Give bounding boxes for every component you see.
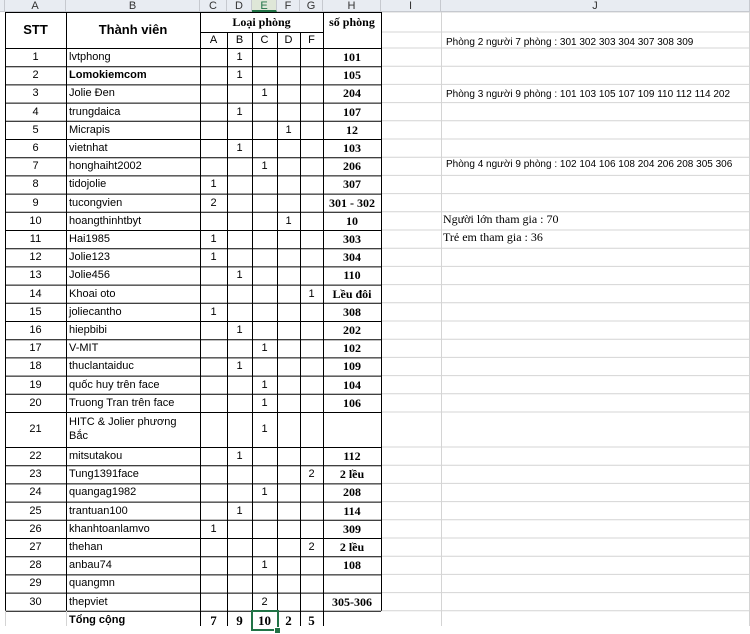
- row-count-A[interactable]: [200, 103, 227, 121]
- row-count-D[interactable]: [277, 376, 300, 394]
- row-count-A[interactable]: [200, 394, 227, 412]
- row-count-D[interactable]: [277, 103, 300, 121]
- row-count-A[interactable]: [200, 266, 227, 284]
- row-stt[interactable]: 15: [29, 305, 42, 318]
- row-count-B[interactable]: [227, 574, 252, 592]
- row-stt[interactable]: 25: [29, 504, 42, 517]
- row-stt[interactable]: 9: [32, 196, 39, 209]
- row-member[interactable]: Jolie123: [69, 251, 110, 264]
- row-count-A[interactable]: [200, 556, 227, 574]
- row-member[interactable]: honghaiht2002: [69, 160, 142, 173]
- row-count-B[interactable]: [227, 412, 252, 447]
- row-count-C[interactable]: 1: [261, 486, 268, 499]
- row-count-A[interactable]: [200, 593, 227, 611]
- row-count-B[interactable]: [227, 465, 252, 483]
- row-count-B[interactable]: 1: [236, 142, 243, 154]
- row-count-D[interactable]: [277, 394, 300, 412]
- row-stt[interactable]: 13: [29, 269, 42, 282]
- row-count-B[interactable]: [227, 248, 252, 266]
- column-header-A[interactable]: A: [5, 0, 66, 12]
- row-count-F[interactable]: [300, 84, 323, 102]
- row-count-D[interactable]: [277, 357, 300, 375]
- row-stt[interactable]: 18: [29, 360, 42, 373]
- row-count-F[interactable]: [300, 412, 323, 447]
- row-stt[interactable]: 23: [29, 468, 42, 481]
- row-count-F[interactable]: [300, 593, 323, 611]
- row-count-A[interactable]: [200, 339, 227, 357]
- column-header-J[interactable]: J: [441, 0, 750, 12]
- row-count-C[interactable]: [252, 538, 277, 556]
- note-room-2[interactable]: Phòng 2 người 7 phòng : 301 302 303 304 307 308 309: [446, 37, 694, 48]
- row-count-A[interactable]: 1: [210, 522, 217, 535]
- row-member[interactable]: hiepbibi: [69, 324, 107, 336]
- row-count-F[interactable]: 2: [308, 468, 315, 481]
- row-count-B[interactable]: [227, 376, 252, 394]
- row-count-C[interactable]: [252, 266, 277, 284]
- total-F[interactable]: 5: [308, 612, 315, 628]
- row-room-number[interactable]: 108: [343, 558, 361, 573]
- total-A[interactable]: 7: [210, 612, 217, 628]
- row-count-A[interactable]: [200, 502, 227, 520]
- row-count-B[interactable]: [227, 339, 252, 357]
- row-member[interactable]: tidojolie: [69, 178, 107, 191]
- row-stt[interactable]: 29: [29, 577, 42, 590]
- row-count-F[interactable]: [300, 212, 323, 230]
- row-count-C[interactable]: [252, 357, 277, 375]
- row-count-D[interactable]: [277, 66, 300, 84]
- header-room-sub-F[interactable]: F: [308, 34, 315, 46]
- row-stt[interactable]: 6: [32, 142, 39, 154]
- row-count-D[interactable]: [277, 48, 300, 66]
- row-count-F[interactable]: [300, 103, 323, 121]
- row-count-C[interactable]: [252, 248, 277, 266]
- row-room-number[interactable]: 304: [343, 250, 361, 265]
- total-D[interactable]: 2: [285, 612, 292, 628]
- row-member[interactable]: trantuan100: [69, 504, 128, 517]
- row-count-F[interactable]: [300, 321, 323, 339]
- row-stt[interactable]: 14: [29, 287, 42, 300]
- row-stt[interactable]: 2: [32, 69, 39, 82]
- row-count-A[interactable]: [200, 121, 227, 139]
- row-room-number[interactable]: 12: [346, 122, 358, 137]
- note-room-4[interactable]: Phòng 4 người 9 phòng : 102 104 106 108 204 206 208 305 306: [446, 159, 733, 170]
- header-stt[interactable]: STT: [23, 22, 48, 37]
- row-member-line1: HITC & Jolier phương: [69, 416, 177, 428]
- row-count-D[interactable]: [277, 175, 300, 193]
- row-count-F[interactable]: [300, 194, 323, 212]
- row-count-C[interactable]: 1: [261, 87, 268, 100]
- row-member[interactable]: quốc huy trên face: [69, 378, 160, 391]
- column-header-E[interactable]: E: [252, 0, 277, 12]
- header-member[interactable]: Thành viên: [98, 22, 168, 37]
- row-count-C[interactable]: [252, 139, 277, 157]
- column-header-C[interactable]: C: [200, 0, 227, 12]
- row-count-C[interactable]: 1: [261, 559, 268, 572]
- row-count-A[interactable]: [200, 285, 227, 303]
- row-count-C[interactable]: 1: [261, 378, 268, 391]
- row-stt[interactable]: 1: [32, 51, 39, 63]
- row-stt[interactable]: 21: [29, 423, 42, 435]
- row-member[interactable]: [66, 412, 200, 447]
- row-member[interactable]: vietnhat: [69, 142, 108, 154]
- row-count-F[interactable]: [300, 556, 323, 574]
- row-count-D[interactable]: [277, 248, 300, 266]
- row-member[interactable]: V-MIT: [69, 342, 99, 355]
- row-room-number[interactable]: 206: [343, 159, 361, 174]
- row-room-number[interactable]: 107: [343, 104, 361, 119]
- row-room-number[interactable]: [323, 412, 381, 447]
- row-count-F[interactable]: [300, 48, 323, 66]
- note-adults[interactable]: Người lớn tham gia : 70: [443, 212, 559, 226]
- row-room-number[interactable]: 103: [343, 141, 361, 155]
- row-count-A[interactable]: [200, 538, 227, 556]
- row-count-F[interactable]: [300, 157, 323, 175]
- row-member[interactable]: Jolie Đen: [69, 87, 115, 100]
- row-stt[interactable]: 17: [29, 342, 42, 355]
- column-header-H[interactable]: H: [323, 0, 381, 12]
- row-count-B[interactable]: [227, 157, 252, 175]
- fill-handle[interactable]: [274, 627, 281, 634]
- row-member[interactable]: thuclantaiduc: [69, 360, 134, 373]
- row-count-D[interactable]: [277, 285, 300, 303]
- row-count-D[interactable]: [277, 84, 300, 102]
- row-count-C[interactable]: [252, 121, 277, 139]
- row-member[interactable]: Khoai oto: [69, 287, 116, 300]
- row-member[interactable]: trungdaica: [69, 105, 121, 118]
- row-count-B[interactable]: 1: [236, 51, 243, 63]
- row-room-number[interactable]: [323, 574, 381, 592]
- row-count-F[interactable]: [300, 447, 323, 465]
- row-count-A[interactable]: [200, 412, 227, 447]
- row-member[interactable]: quangag1982: [69, 486, 137, 499]
- row-count-F[interactable]: [300, 139, 323, 157]
- row-count-B[interactable]: [227, 212, 252, 230]
- row-count-C[interactable]: 1: [261, 423, 268, 435]
- row-count-C[interactable]: 2: [261, 595, 268, 608]
- row-member[interactable]: Truong Tran trên face: [69, 396, 175, 409]
- row-count-D[interactable]: [277, 520, 300, 538]
- row-count-F[interactable]: [300, 66, 323, 84]
- row-count-F[interactable]: [300, 502, 323, 520]
- row-count-B[interactable]: [227, 520, 252, 538]
- column-header-I[interactable]: I: [381, 0, 441, 12]
- row-count-D[interactable]: [277, 447, 300, 465]
- row-stt[interactable]: 16: [29, 324, 42, 336]
- row-count-F[interactable]: [300, 248, 323, 266]
- row-room-number[interactable]: 104: [343, 377, 361, 392]
- row-count-F[interactable]: [300, 121, 323, 139]
- row-count-D[interactable]: [277, 483, 300, 501]
- row-member[interactable]: joliecantho: [69, 305, 122, 318]
- row-count-D[interactable]: [277, 412, 300, 447]
- row-member[interactable]: Tung1391face: [69, 468, 139, 481]
- row-count-B[interactable]: [227, 84, 252, 102]
- row-room-number[interactable]: 309: [343, 521, 361, 536]
- row-count-B[interactable]: [227, 556, 252, 574]
- row-count-D[interactable]: [277, 593, 300, 611]
- row-count-C[interactable]: [252, 285, 277, 303]
- row-member[interactable]: Micrapis: [69, 123, 110, 136]
- row-count-B[interactable]: [227, 394, 252, 412]
- row-room-number[interactable]: Lều đôi: [332, 286, 372, 301]
- column-header-F[interactable]: F: [277, 0, 300, 12]
- column-header-B[interactable]: B: [66, 0, 200, 12]
- row-count-D[interactable]: 1: [285, 123, 292, 136]
- note-kids[interactable]: Trẻ em tham gia : 36: [443, 230, 543, 244]
- row-stt[interactable]: 22: [29, 450, 42, 462]
- row-stt[interactable]: 27: [29, 541, 42, 553]
- row-count-A[interactable]: [200, 465, 227, 483]
- row-count-A[interactable]: [200, 157, 227, 175]
- row-count-F[interactable]: [300, 339, 323, 357]
- row-room-number[interactable]: 10: [346, 213, 358, 228]
- column-header-G[interactable]: G: [300, 0, 323, 12]
- row-stt[interactable]: 20: [29, 396, 42, 409]
- row-count-B[interactable]: 1: [236, 504, 243, 517]
- row-room-number[interactable]: 112: [343, 449, 361, 463]
- row-room-number[interactable]: 106: [343, 395, 361, 410]
- row-member[interactable]: Jolie456: [69, 269, 110, 282]
- row-count-F[interactable]: [300, 574, 323, 592]
- row-stt[interactable]: 24: [29, 486, 42, 499]
- row-stt[interactable]: 11: [29, 233, 42, 245]
- row-stt[interactable]: 30: [29, 595, 42, 608]
- row-room-number[interactable]: 202: [343, 323, 361, 337]
- row-count-C[interactable]: [252, 447, 277, 465]
- row-count-F[interactable]: [300, 394, 323, 412]
- note-room-3[interactable]: Phòng 3 người 9 phòng : 101 103 105 107 109 110 112 114 202: [446, 89, 731, 100]
- row-count-B[interactable]: [227, 230, 252, 248]
- row-count-D[interactable]: [277, 266, 300, 284]
- row-room-number[interactable]: 2 lều: [339, 467, 365, 482]
- row-stt[interactable]: 3: [32, 87, 39, 100]
- row-count-C[interactable]: [252, 230, 277, 248]
- row-count-A[interactable]: [200, 48, 227, 66]
- row-count-F[interactable]: [300, 357, 323, 375]
- total-B[interactable]: 9: [236, 612, 243, 628]
- header-room-type[interactable]: Loại phòng: [232, 15, 291, 29]
- column-header-D[interactable]: D: [227, 0, 252, 12]
- row-member[interactable]: khanhtoanlamvo: [69, 522, 150, 535]
- row-count-A[interactable]: [200, 139, 227, 157]
- row-count-C[interactable]: 1: [261, 342, 268, 355]
- row-count-D[interactable]: [277, 230, 300, 248]
- row-count-C[interactable]: [252, 574, 277, 592]
- row-room-number[interactable]: 114: [343, 503, 361, 518]
- row-count-D[interactable]: [277, 157, 300, 175]
- row-count-D[interactable]: [277, 194, 300, 212]
- row-room-number[interactable]: 301 - 302: [329, 195, 375, 210]
- row-count-B[interactable]: 1: [236, 324, 243, 336]
- row-count-A[interactable]: [200, 66, 227, 84]
- row-member-line2: Bắc: [69, 430, 88, 442]
- row-count-A[interactable]: [200, 447, 227, 465]
- row-count-D[interactable]: [277, 303, 300, 321]
- row-room-number[interactable]: 105: [343, 68, 361, 83]
- row-count-A[interactable]: 1: [210, 178, 217, 191]
- header-room-sub-C[interactable]: C: [260, 34, 269, 46]
- row-member[interactable]: thehan: [69, 541, 103, 553]
- row-count-D[interactable]: [277, 538, 300, 556]
- row-member[interactable]: Hai1985: [69, 233, 110, 245]
- row-member[interactable]: lvtphong: [69, 51, 111, 63]
- row-count-D[interactable]: [277, 502, 300, 520]
- row-stt[interactable]: 8: [32, 178, 39, 191]
- row-room-number[interactable]: 305-306: [332, 594, 372, 609]
- row-count-A[interactable]: 1: [210, 251, 217, 264]
- row-count-B[interactable]: 1: [236, 269, 243, 282]
- row-count-F[interactable]: [300, 303, 323, 321]
- row-room-number[interactable]: 204: [343, 86, 361, 101]
- row-member[interactable]: Lomokiemcom: [69, 69, 147, 82]
- row-member[interactable]: mitsutakou: [69, 450, 123, 462]
- row-count-C[interactable]: [252, 175, 277, 193]
- header-room-number[interactable]: số phòng: [329, 15, 375, 29]
- row-count-B[interactable]: [227, 194, 252, 212]
- row-count-B[interactable]: [227, 175, 252, 193]
- row-count-C[interactable]: [252, 520, 277, 538]
- row-stt[interactable]: 5: [32, 123, 39, 136]
- row-count-D[interactable]: [277, 465, 300, 483]
- row-member[interactable]: thepviet: [69, 595, 108, 608]
- row-count-A[interactable]: [200, 376, 227, 394]
- row-count-F[interactable]: [300, 266, 323, 284]
- row-stt[interactable]: 7: [32, 160, 39, 173]
- row-count-F[interactable]: 1: [308, 287, 315, 300]
- row-room-number[interactable]: 110: [343, 268, 361, 283]
- row-count-B[interactable]: [227, 538, 252, 556]
- row-room-number[interactable]: 308: [343, 304, 361, 319]
- row-room-number[interactable]: 2 lều: [339, 540, 365, 554]
- row-count-F[interactable]: [300, 175, 323, 193]
- row-count-B[interactable]: 1: [236, 69, 243, 82]
- row-stt[interactable]: 19: [29, 378, 42, 391]
- row-count-A[interactable]: 2: [210, 196, 217, 209]
- row-count-C[interactable]: [252, 48, 277, 66]
- row-count-A[interactable]: [200, 321, 227, 339]
- row-member[interactable]: hoangthinhtbyt: [69, 214, 142, 227]
- row-room-number[interactable]: 307: [343, 177, 361, 192]
- header-room-sub-D[interactable]: D: [284, 34, 293, 46]
- row-count-F[interactable]: 2: [308, 541, 315, 553]
- row-room-number[interactable]: 109: [343, 359, 361, 374]
- row-count-C[interactable]: [252, 465, 277, 483]
- row-count-F[interactable]: [300, 230, 323, 248]
- row-count-C[interactable]: [252, 66, 277, 84]
- row-count-C[interactable]: [252, 303, 277, 321]
- row-stt[interactable]: 26: [29, 522, 42, 535]
- row-room-number[interactable]: 102: [343, 341, 361, 356]
- row-count-C[interactable]: [252, 194, 277, 212]
- row-member[interactable]: tucongvien: [69, 196, 123, 209]
- total-C[interactable]: 10: [258, 612, 271, 628]
- row-stt[interactable]: 12: [29, 251, 42, 264]
- row-count-C[interactable]: [252, 502, 277, 520]
- row-count-A[interactable]: 1: [210, 233, 217, 245]
- row-stt[interactable]: 10: [29, 214, 42, 227]
- row-count-C[interactable]: 1: [261, 160, 268, 173]
- row-count-D[interactable]: [277, 556, 300, 574]
- row-count-F[interactable]: [300, 376, 323, 394]
- row-count-D[interactable]: [277, 574, 300, 592]
- row-count-B[interactable]: [227, 483, 252, 501]
- row-count-B[interactable]: [227, 303, 252, 321]
- row-room-number[interactable]: 303: [343, 232, 361, 246]
- header-room-sub-B[interactable]: B: [235, 34, 244, 46]
- row-count-B[interactable]: [227, 593, 252, 611]
- row-count-B[interactable]: [227, 121, 252, 139]
- row-stt[interactable]: 28: [29, 559, 42, 572]
- row-count-F[interactable]: [300, 483, 323, 501]
- row-count-F[interactable]: [300, 520, 323, 538]
- row-room-number[interactable]: 101: [343, 50, 361, 64]
- row-count-A[interactable]: 1: [210, 305, 217, 318]
- row-count-C[interactable]: 1: [261, 396, 268, 409]
- row-count-B[interactable]: 1: [236, 450, 243, 462]
- row-member[interactable]: anbau74: [69, 559, 112, 572]
- row-count-B[interactable]: [227, 285, 252, 303]
- row-count-A[interactable]: [200, 84, 227, 102]
- row-count-C[interactable]: [252, 321, 277, 339]
- row-count-C[interactable]: [252, 212, 277, 230]
- row-count-C[interactable]: [252, 103, 277, 121]
- row-member[interactable]: quangmn: [69, 577, 115, 590]
- total-label[interactable]: Tổng cộng: [69, 613, 126, 626]
- row-count-D[interactable]: [277, 321, 300, 339]
- row-count-D[interactable]: 1: [285, 214, 292, 227]
- row-count-A[interactable]: [200, 357, 227, 375]
- row-count-A[interactable]: [200, 483, 227, 501]
- row-count-B[interactable]: 1: [236, 360, 243, 373]
- row-count-A[interactable]: [200, 212, 227, 230]
- header-room-sub-A[interactable]: A: [209, 34, 218, 46]
- row-count-A[interactable]: [200, 574, 227, 592]
- row-count-D[interactable]: [277, 139, 300, 157]
- row-stt[interactable]: 4: [32, 105, 39, 118]
- row-count-D[interactable]: [277, 339, 300, 357]
- row-count-B[interactable]: 1: [236, 105, 243, 118]
- row-room-number[interactable]: 208: [343, 485, 361, 500]
